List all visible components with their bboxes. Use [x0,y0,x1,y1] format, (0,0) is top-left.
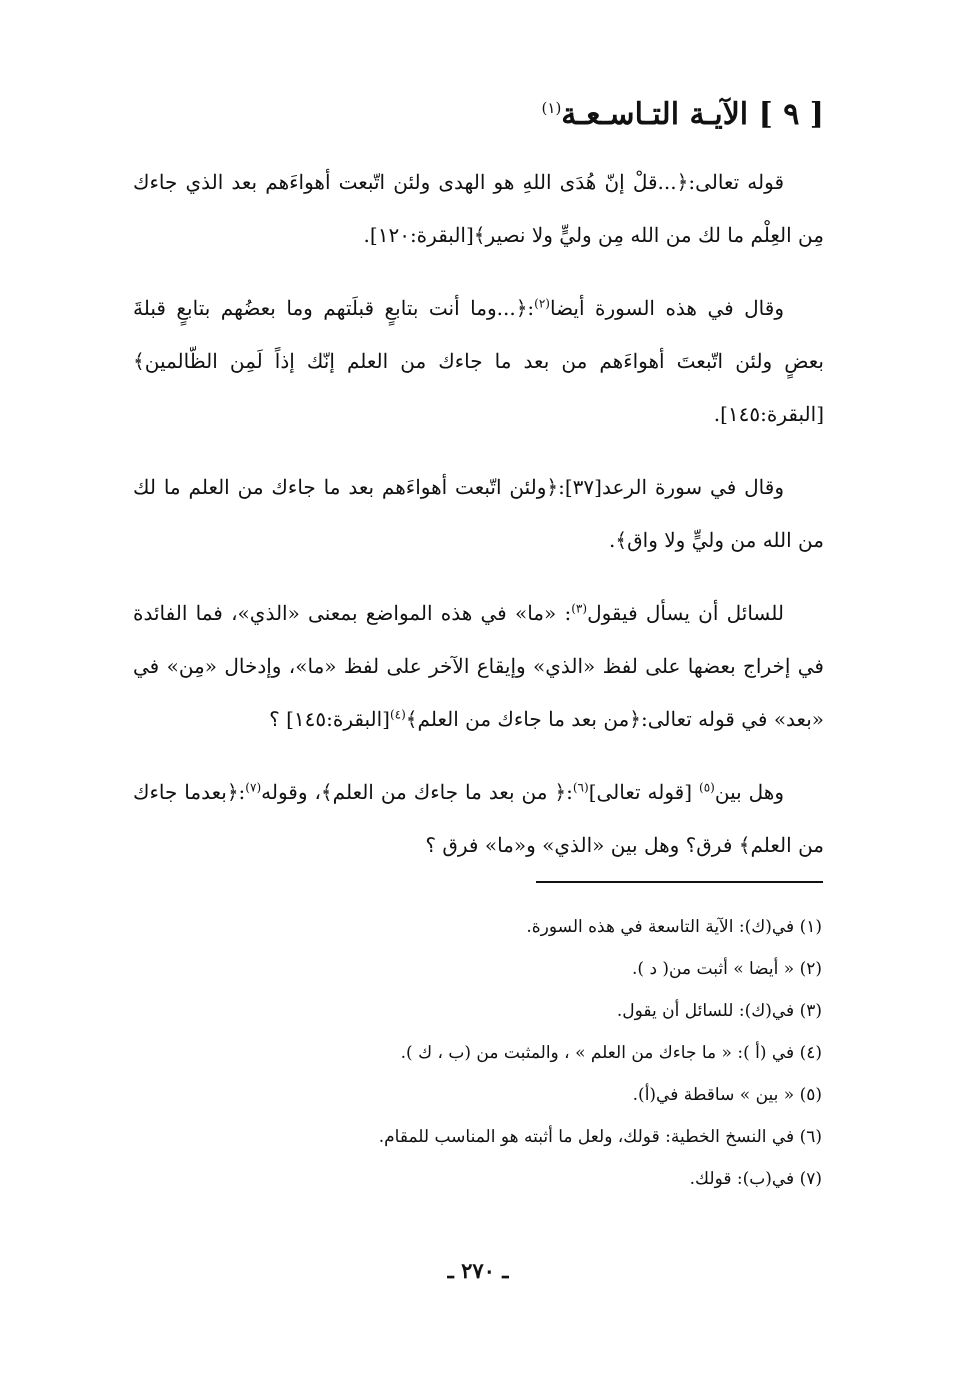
footnote-2: (٢) « أيضا » أثبت من( د ). [632,959,822,979]
paragraph-2 [133,282,824,441]
footnote-ref-3: (٣) [571,601,588,616]
body-text [133,156,824,872]
paragraph-5-text-after: :﴿بعدما جاءك من العلم﴾ فرق؟ وهل بين «الذي» و«ما» فرق ؟ [133,780,824,857]
paragraph-4-text-before: للسائل أن يسأل فيقول [587,601,784,625]
footnote-7: (٧) في(ب): قولك. [689,1169,822,1189]
paragraph-3-text: وقال في سورة الرعد[٣٧]:﴿ولئن اتّبعت أهواءَهم بعد ما جاءك من العلم ما لك من الله من وليٍّ ولا واق﴾. [133,475,824,552]
paragraph-4-text-middle: : «ما» في هذه المواضع بمعنى «الذي»، فما الفائدة في إخراج بعضها على لفظ «الذي» وإيقاع الآخر على لفظ «ما»، وإدخال «مِن» في «بعد» في قوله تعالى:﴿من بعد ما جاءك من العلم﴾ [133,601,824,731]
footnote-ref-4: (٤) [389,707,406,722]
footnote-ref-7: (٧) [245,780,262,795]
footnote-6: (٦) في النسخ الخطية: قولك، ولعل ما أثبته هو المناسب للمقام. [378,1127,822,1147]
paragraph-1 [133,156,824,262]
footnote-4: (٤) في (أ ): « ما جاءك من العلم » ، والمثبت من (ب ، ك ). [400,1043,822,1063]
footnote-ref-5: (٥) [699,780,715,795]
paragraph-2-text-after: :﴿...وما أنت بتابعٍ قبلَتهم وما بعضُهم بتابعٍ قبلةَ بعضٍ ولئن اتّبعتَ أهواءَهم من بعد ما جاءك من العلم إنّك إذاً لَمِن الظّالمين﴾[البقرة:١٤٥]. [133,296,824,426]
page-number: ـ ٢٧٠ ـ [447,1258,509,1283]
footnote-ref-2: (٢) [534,296,550,311]
paragraph-4-text-after: [البقرة:١٤٥] ؟ [269,707,390,731]
paragraph-2-text-before: وقال في هذه السورة أيضا [549,296,784,320]
paragraph-5 [133,766,824,872]
footnote-1: (١) في(ك): الآية التاسعة في هذه السورة. [526,917,822,937]
footnote-5: (٥) « بين » ساقطة في(أ). [632,1085,822,1105]
heading-footnote-mark: (١) [541,99,562,117]
paragraph-1-text: قوله تعالى:﴿...قلْ إنّ هُدَى اللهِ هو الهدى ولئن اتّبعت أهواءَهم بعد الذي جاءك مِن العِلْم ما لك من الله مِن وليٍّ ولا نصير﴾[البقرة:١٢٠]. [133,170,824,247]
section-heading [542,88,824,135]
paragraph-5-text-middle2: :﴿ من بعد ما جاءك من العلم﴾، وقوله [261,780,573,804]
footnote-ref-6: (٦) [572,780,589,795]
footnote-3: (٣) في(ك): للسائل أن يقول. [616,1001,822,1021]
footnotes-list [134,906,822,1200]
paragraph-5-text-before: وهل بين [714,780,784,804]
paragraph-4 [133,587,824,746]
footnote-separator [536,881,823,883]
heading-title: [ ٩ ] الآيـة التـاسـعـة [561,97,824,132]
paragraph-3 [133,461,824,567]
paragraph-5-text-middle: [قوله تعالى] [588,780,700,804]
